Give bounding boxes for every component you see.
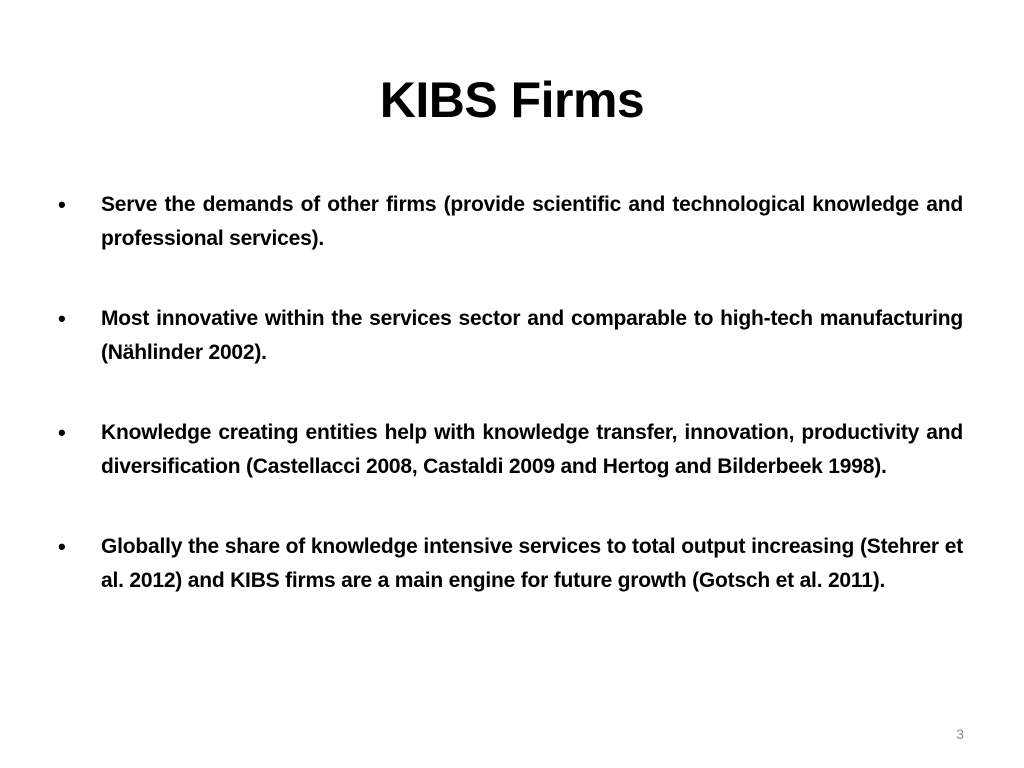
bullet-text: Knowledge creating entities help with knowledge transfer, innovation, productivity and diversification (Castellacci 2008, Castaldi 2009 and Hertog and Bilderbeek 1998). <box>101 421 963 478</box>
bullet-icon: • <box>58 534 66 559</box>
slide-title: KIBS Firms <box>379 72 645 128</box>
bullet-list <box>58 188 963 598</box>
bullet-text: Serve the demands of other firms (provide scientific and technological knowledge and professional services). <box>101 193 963 250</box>
bullet-text: Globally the share of knowledge intensive services to total output increasing (Stehrer et al. 2012) and KIBS firms are a main engine for future growth (Gotsch et al. 2011). <box>101 535 963 592</box>
bullet-text: Most innovative within the services sector and comparable to high-tech manufacturing (Nählinder 2002). <box>101 307 963 364</box>
bullet-item <box>58 530 963 598</box>
bullet-item <box>58 188 963 256</box>
bullet-item <box>58 416 963 484</box>
bullet-icon: • <box>58 192 66 217</box>
bullet-icon: • <box>58 306 66 331</box>
bullet-item <box>58 302 963 370</box>
page-number: 3 <box>956 726 964 742</box>
bullet-icon: • <box>58 420 66 445</box>
